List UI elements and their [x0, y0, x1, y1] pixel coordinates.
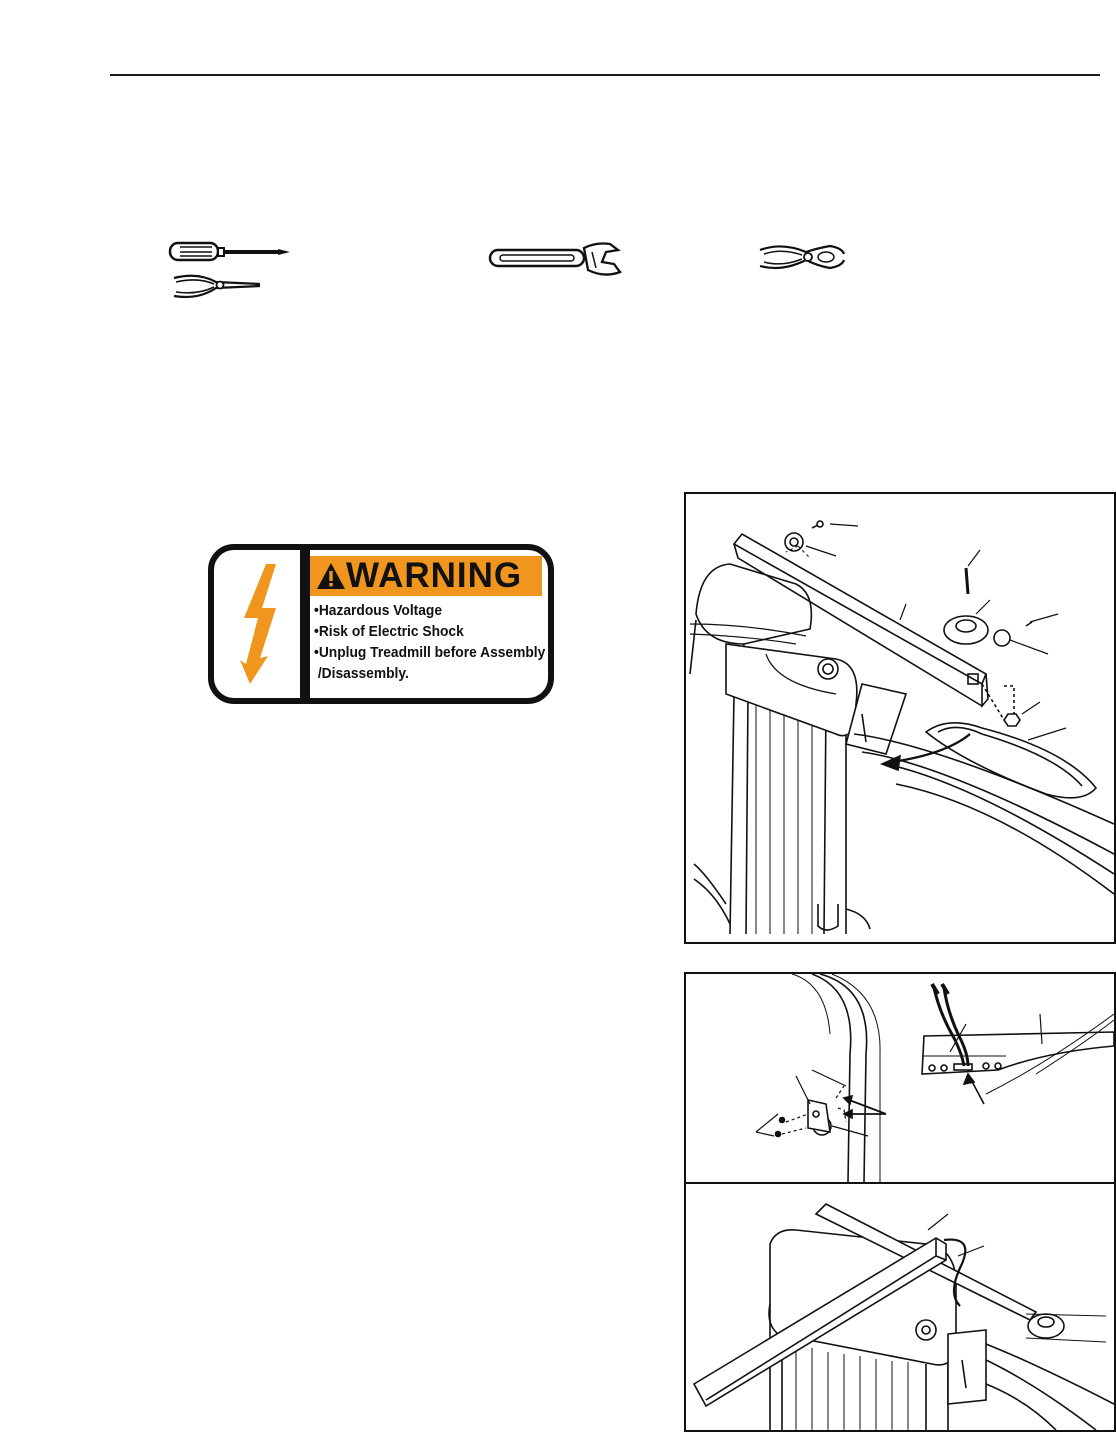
- warning-line: •Risk of Electric Shock: [314, 623, 464, 640]
- figure-upright-base: [684, 492, 1116, 944]
- needlenose-pliers-icon: [168, 270, 264, 302]
- label-divider: [300, 550, 310, 698]
- warning-line: /Disassembly.: [314, 665, 409, 682]
- adjustable-wrench-icon: [488, 240, 624, 280]
- warning-line: •Unplug Treadmill before Assembly: [314, 644, 546, 661]
- warning-lines: [314, 600, 544, 684]
- figure-handrail-bracket: [684, 972, 1116, 1184]
- top-rule: [110, 74, 1100, 76]
- warning-line: •Hazardous Voltage: [314, 602, 443, 619]
- slip-joint-pliers-icon: [756, 240, 848, 274]
- lightning-bolt-icon: [220, 556, 300, 692]
- warning-label: [208, 544, 554, 704]
- warning-title: WARNING: [346, 556, 523, 595]
- figure-crossbar-assembled: [684, 1182, 1116, 1432]
- warning-triangle-icon: [316, 561, 346, 591]
- screwdriver-icon: [168, 240, 294, 264]
- warning-header: [310, 556, 542, 596]
- bolt-panel: [220, 556, 300, 692]
